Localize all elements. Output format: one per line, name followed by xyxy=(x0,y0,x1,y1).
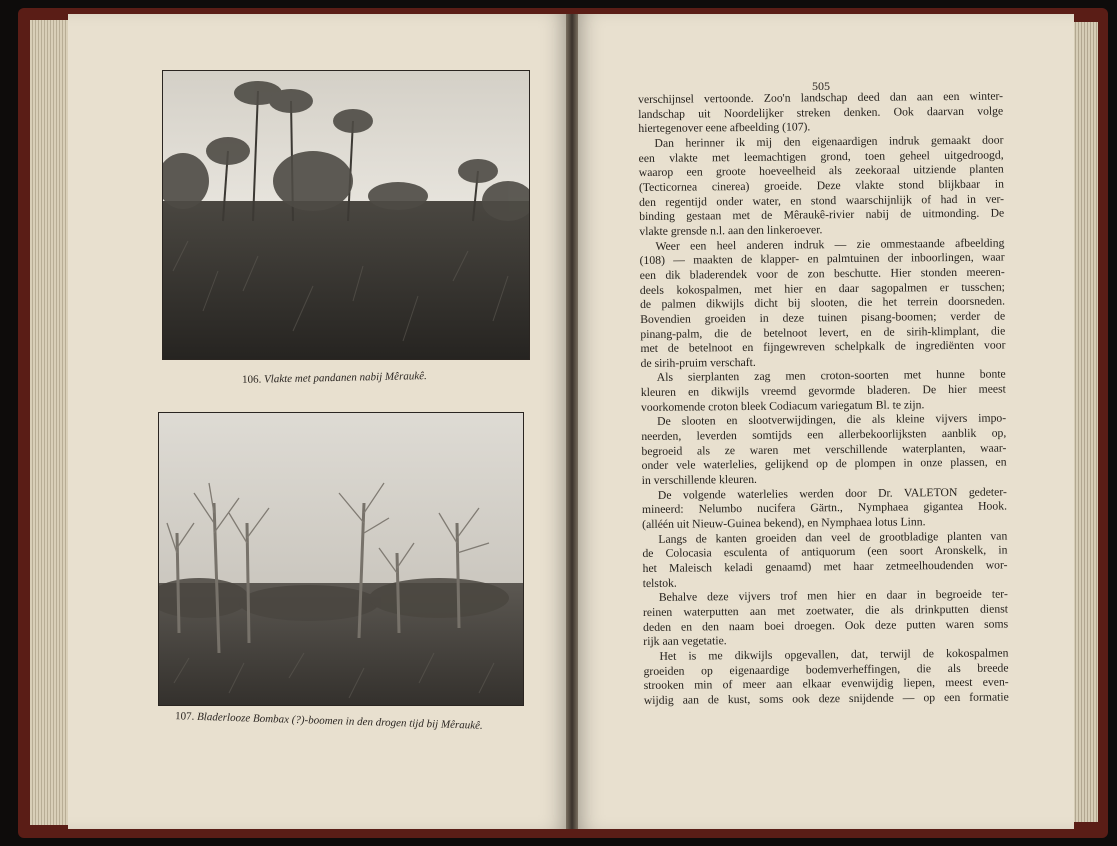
text-line: het Maleisch keladi genaamd) met haar zetmeelhoudenden wor- xyxy=(642,558,1008,575)
figure-106-text: Vlakte met pandanen nabij Mêraukê. xyxy=(263,370,427,386)
text-line: hiertegenover eene afbeelding (107). xyxy=(638,120,811,136)
text-line: deels kokospalmen, met hier en daar sagopalmen er tusschen; xyxy=(639,280,1005,297)
book-gutter xyxy=(566,14,578,829)
text-line: Dan herinner ik mij den eigenaardigen indruk gemaakt door xyxy=(654,133,1004,150)
text-line: de sirih-pruim verschaft. xyxy=(640,355,756,370)
text-line: telstok. xyxy=(642,576,677,590)
text-line: Het is me dikwijls opgevallen, dat, terwijl de kokospalmen xyxy=(659,646,1009,663)
text-line: Bovendien groeiden in deze tuinen pisang-boomen; verder de xyxy=(640,309,1006,326)
text-line: (108) — maakten de klapper- en palmtuinen der inboorlingen, waar xyxy=(639,250,1005,268)
right-page-edges xyxy=(1070,22,1098,822)
text-line: rijk aan vegetatie. xyxy=(643,634,727,649)
page-number: 505 xyxy=(812,79,830,93)
figure-107-photo xyxy=(158,412,524,706)
text-line: wijdig aan de kust, soms ook deze snijdende — op een formatie xyxy=(643,690,1009,707)
text-line: met de betelnoot en fijngewreven schelpkalk de ingrediënten voor xyxy=(640,338,1006,356)
text-line: strooken min of meer aan elkaar evenwijdig liepen, meest even- xyxy=(643,675,1009,693)
text-line: onder vele waterlelies, gelijkend op de plompen in onze plassen, en xyxy=(641,455,1007,473)
text-line: De volgende waterlelies werden door Dr. VALETON gedeter- xyxy=(657,485,1007,502)
text-line: Als sierplanten zag men croton-soorten met hunne bonte xyxy=(656,367,1006,385)
text-line: Weer een heel anderen indruk — zie ommestaande afbeelding xyxy=(655,236,1005,253)
text-line: deden en den naam boei droegen. Ook deze putten waren soms xyxy=(643,617,1009,634)
text-line: reinen waterputten aan met zoetwater, die als drinkputten dienst xyxy=(642,602,1009,619)
text-line: (Tecticornea cinerea) groeide. Deze vlakte stond blijkbaar in xyxy=(638,177,1004,194)
text-line: (alléén uit Nieuw-Guinea bekend), en Nymphaea lotus Linn. xyxy=(642,515,926,532)
body-text xyxy=(638,89,1009,708)
figure-107-number: 107. xyxy=(174,710,195,723)
text-line: den regentijd onder water, en stond waarschijnlijk of had in ver- xyxy=(638,192,1005,209)
text-line: een vlakte met leemachtigen grond, toen geheel uitgedroogd, xyxy=(638,148,1004,165)
figure-106-photo xyxy=(162,70,530,360)
text-line: landschap uit Noordelijker streken denken. Ook daarvan volge xyxy=(638,104,1004,121)
text-line: verschijnsel vertoonde. Zoo'n landschap deed dan aan een winter- xyxy=(638,89,1004,106)
text-line: groeiden op eigenaardige bodemverheffingen, die als breede xyxy=(643,661,1009,678)
text-line: neerden, leverden somtijds een allerbekoorlijksten aanblik op, xyxy=(641,426,1007,444)
text-line: mineerd: Nelumbo nucifera Gärtn., Nymphaea gigantea Hook. xyxy=(641,499,1008,517)
text-line: voorkomende croton bleek Codiacum variegatum Bl. te zijn. xyxy=(640,398,925,414)
text-line: kleuren en dikwijls vreemd gevormde bladeren. De hier meest xyxy=(640,382,1006,400)
text-line: De slooten en slootverwijdingen, die als kleine vijvers impo- xyxy=(657,411,1007,429)
text-line: begroeid als ze waren met verschillende waterplanten, waar- xyxy=(641,441,1007,458)
text-line: waarop een groote hoeveelheid als zeekoraal uitziende planten xyxy=(638,162,1004,180)
figure-106-number: 106. xyxy=(241,373,262,386)
text-line: een dik bladerendek voor de zon beschutte. Hier stonden meeren- xyxy=(639,265,1005,282)
text-line: vlakte grensde n.l. aan den linkeroever. xyxy=(639,223,823,238)
text-line: binding gestaan met de Mêraukê-rivier nabij de uitmonding. De xyxy=(639,206,1005,224)
text-line: de palmen dikwijls dicht bij slooten, die het terrein doorsneden. xyxy=(639,294,1006,312)
text-line: Behalve deze vijvers trof men hier en daar in begroeide ter- xyxy=(658,587,1008,605)
text-line: pinang-palm, die de betelnoot levert, en de sirih-klimplant, die xyxy=(640,323,1006,341)
text-line: Langs de kanten groeiden dan veel de grootbladige planten van xyxy=(658,529,1008,546)
figure-107-text: Bladerlooze Bombax (?)-boomen in den drogen tijd bij Mêraukê. xyxy=(196,710,483,732)
text-line: in verschillende kleuren. xyxy=(641,472,757,488)
text-line: de Colocasia esculenta of antiquorum (een soort Aronskelk, in xyxy=(642,543,1008,561)
